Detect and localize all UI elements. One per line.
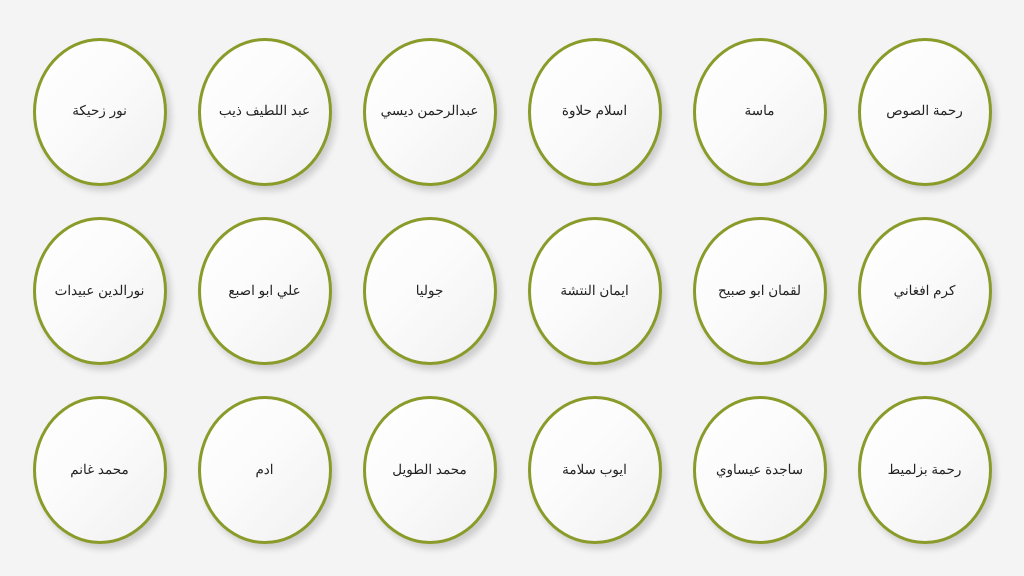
name-bubble-label: ايمان النتشة (560, 282, 629, 298)
grid-cell (515, 24, 674, 199)
grid-cell (350, 203, 509, 378)
grid-cell (185, 24, 344, 199)
name-bubble-label: كرم افغاني (893, 282, 956, 298)
grid-cell (350, 24, 509, 199)
name-bubble-label: نور زحيكة (72, 103, 127, 119)
name-bubble[interactable] (858, 396, 992, 544)
grid-cell (515, 203, 674, 378)
name-bubble-label: محمد الطويل (392, 461, 467, 477)
name-bubble[interactable] (33, 38, 167, 186)
name-bubble[interactable] (198, 38, 332, 186)
grid-cell (680, 203, 839, 378)
name-bubble[interactable] (528, 396, 662, 544)
name-bubble-label: رحمة بزلميط (887, 461, 962, 477)
name-bubble-label: نورالدين عبيدات (54, 282, 145, 298)
grid-cell (20, 383, 179, 558)
name-bubble[interactable] (198, 217, 332, 365)
name-bubble[interactable] (693, 38, 827, 186)
grid-cell (515, 383, 674, 558)
grid-cell (680, 383, 839, 558)
name-bubble[interactable] (528, 38, 662, 186)
name-bubble[interactable] (528, 217, 662, 365)
name-bubble-label: جوليا (415, 282, 444, 298)
grid-cell (845, 383, 1004, 558)
grid-cell (845, 24, 1004, 199)
name-bubble-label: رحمة الصوص (886, 103, 963, 119)
name-bubble-label: ادم (255, 461, 274, 477)
grid-cell (680, 24, 839, 199)
name-bubble[interactable] (858, 217, 992, 365)
name-bubble[interactable] (363, 217, 497, 365)
name-bubble[interactable] (33, 217, 167, 365)
name-bubble[interactable] (693, 396, 827, 544)
name-bubble-label: محمد غانم (70, 461, 129, 477)
name-bubble-label: ماسة (744, 103, 775, 119)
name-bubble[interactable] (33, 396, 167, 544)
name-bubble[interactable] (363, 38, 497, 186)
name-bubble-label: عبد اللطيف ذيب (218, 103, 311, 119)
name-bubble[interactable] (198, 396, 332, 544)
name-bubble[interactable] (858, 38, 992, 186)
name-bubble-label: عبدالرحمن ديسي (380, 103, 479, 119)
grid-cell (185, 203, 344, 378)
grid-cell (350, 383, 509, 558)
name-bubble-label: علي ابو اصبع (228, 282, 301, 298)
name-bubble[interactable] (693, 217, 827, 365)
grid-cell (20, 24, 179, 199)
name-bubble-label: اسلام حلاوة (561, 103, 628, 119)
name-bubble-label: ايوب سلامة (562, 461, 627, 477)
name-bubble[interactable] (363, 396, 497, 544)
grid-cell (185, 383, 344, 558)
name-bubble-label: ساجدة عيساوي (715, 461, 804, 477)
name-bubble-label: لقمان ابو صبيح (717, 282, 802, 298)
grid-cell (845, 203, 1004, 378)
grid-cell (20, 203, 179, 378)
